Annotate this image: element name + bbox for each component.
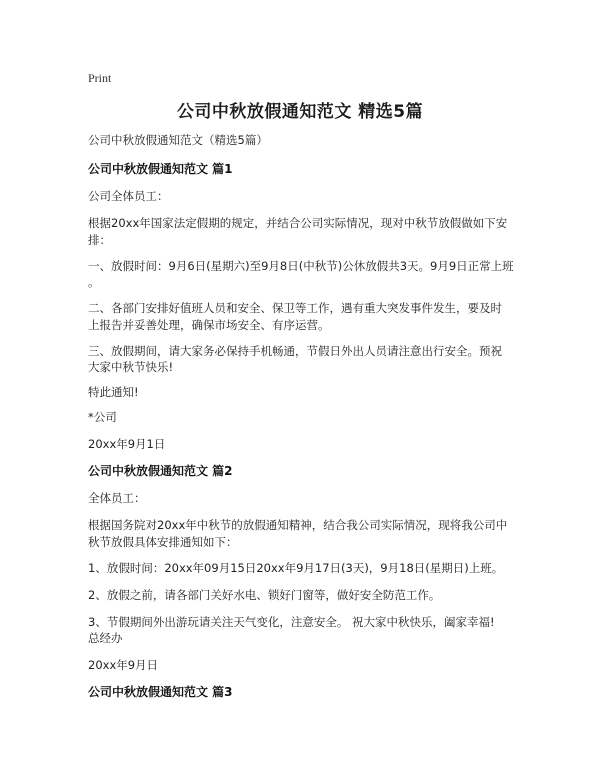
article-1-item3-line2: 大家中秋节快乐! (88, 360, 174, 374)
article-2-date: 20xx年9月日 (88, 658, 159, 672)
article-2-item3-line2: 总经办 (88, 631, 123, 645)
article-1-intro-line2: 排： (88, 233, 111, 247)
article-1-intro-line1: 根据20xx年国家法定假期的规定，并结合公司实际情况，现对中秋节放假做如下安 (88, 216, 508, 230)
article-2-heading: 公司中秋放假通知范文 篇2 (88, 464, 233, 478)
article-1-item1-line2: 。 (88, 275, 100, 289)
article-2-item1: 1、放假时间：20xx年09月15日20xx年9月17日(3天)，9月18日(星期日)上班。 (88, 561, 504, 575)
article-2-intro-line2: 秋节放假具体安排通知如下： (88, 535, 238, 549)
article-1-date: 20xx年9月1日 (88, 437, 166, 451)
article-1-greeting: 公司全体员工： (88, 189, 169, 203)
print-label[interactable]: Print (88, 71, 112, 85)
article-2-greeting: 全体员工： (88, 491, 146, 505)
article-1-item2-line2: 上报告并妥善处理，确保市场安全、有序运营。 (88, 318, 330, 332)
article-1-closing: 特此通知! (88, 385, 139, 399)
subtitle: 公司中秋放假通知范文（精选5篇） (88, 133, 268, 147)
article-1-item2-line1: 二、各部门安排好值班人员和安全、保卫等工作，遇有重大突发事件发生，要及时 (88, 301, 502, 315)
article-1-item3-line1: 三、放假期间，请大家务必保持手机畅通，节假日外出人员请注意出行安全。预祝 (88, 344, 502, 358)
article-2-item2: 2、放假之前，请各部门关好水电、锁好门窗等，做好安全防范工作。 (88, 588, 441, 602)
article-1-heading: 公司中秋放假通知范文 篇1 (88, 162, 233, 176)
article-2-intro-line1: 根据国务院对20xx年中秋节的放假通知精神，结合我公司实际情况，现将我公司中 (88, 518, 508, 532)
article-2-item3-line1: 3、节假期间外出游玩请关注天气变化，注意安全。 祝大家中秋快乐，阖家幸福! (88, 615, 495, 629)
article-1-signature: *公司 (88, 410, 117, 424)
article-3-heading: 公司中秋放假通知范文 篇3 (88, 685, 233, 699)
page-title: 公司中秋放假通知范文 精选5篇 (176, 102, 424, 122)
article-1-item1-line1: 一、放假时间：9月6日(星期六)至9月8日(中秋节)公休放假共3天。9月9日正常上班 (88, 259, 514, 273)
